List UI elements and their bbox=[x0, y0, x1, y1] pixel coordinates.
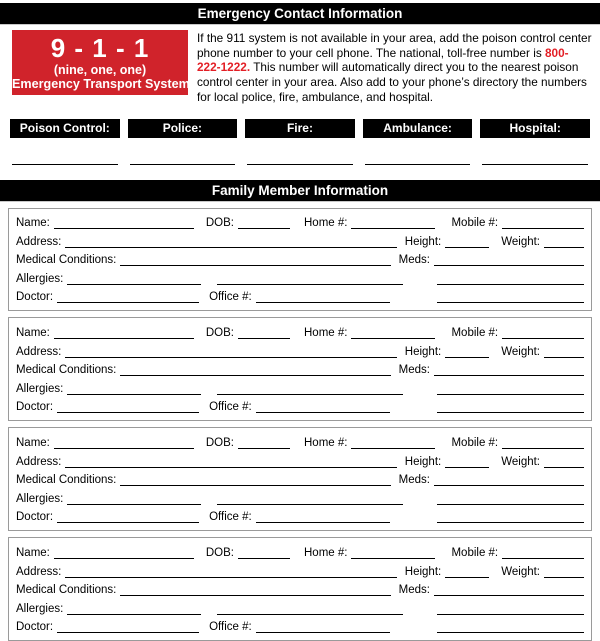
poison-control-blank-line bbox=[12, 164, 118, 165]
police-label: Police: bbox=[128, 119, 238, 138]
address-label: Address: bbox=[16, 235, 62, 248]
office-phone-label: Office #: bbox=[209, 511, 252, 524]
address-label: Address: bbox=[16, 565, 62, 578]
medical-conditions-blank-line bbox=[120, 375, 390, 376]
name-label: Name: bbox=[16, 217, 50, 230]
poison-control-instructions bbox=[197, 30, 592, 105]
doctor-row bbox=[16, 398, 584, 417]
allergies-continued-blank-line bbox=[217, 394, 403, 395]
doctor-row bbox=[16, 288, 584, 307]
meds-label: Meds: bbox=[398, 254, 430, 267]
allergies-row bbox=[16, 599, 584, 618]
intro-section bbox=[12, 30, 592, 105]
emergency-contacts-blank-lines bbox=[12, 164, 588, 165]
meds-label: Meds: bbox=[398, 364, 430, 377]
mobile-phone-blank-line bbox=[502, 558, 584, 559]
meds-continued-blank-line-2 bbox=[437, 412, 584, 413]
poison-control-label: Poison Control: bbox=[10, 119, 120, 138]
page-title: Emergency Contact Information bbox=[0, 3, 600, 25]
name-row bbox=[16, 323, 584, 342]
emergency-contacts-row bbox=[10, 119, 590, 138]
allergies-row bbox=[16, 269, 584, 288]
name-row bbox=[16, 214, 584, 233]
medical-conditions-blank-line bbox=[120, 595, 390, 596]
mobile-phone-label: Mobile #: bbox=[451, 217, 499, 230]
home-phone-blank-line bbox=[351, 228, 435, 229]
family-member-block bbox=[8, 317, 592, 421]
allergies-row bbox=[16, 489, 584, 508]
doctor-label: Doctor: bbox=[16, 511, 54, 524]
instructions-text-after: This number will automatically direct you to the nearest poison control center in your area. Also add to your phone’s directory the numbers for local police, fire, ambulance, and hospital. bbox=[197, 60, 587, 104]
doctor-blank-line bbox=[57, 302, 199, 303]
doctor-row bbox=[16, 618, 584, 637]
family-member-block bbox=[8, 537, 592, 641]
allergies-blank-line bbox=[67, 504, 201, 505]
allergies-continued-blank-line bbox=[217, 614, 403, 615]
fire-blank-line bbox=[247, 164, 353, 165]
police-blank-line bbox=[130, 164, 236, 165]
allergies-blank-line bbox=[67, 284, 201, 285]
address-row bbox=[16, 452, 584, 471]
dob-label: DOB: bbox=[205, 547, 234, 560]
medical-conditions-label: Medical Conditions: bbox=[16, 584, 117, 597]
family-member-blocks bbox=[0, 208, 600, 641]
allergies-label: Allergies: bbox=[16, 492, 64, 505]
meds-label: Meds: bbox=[398, 584, 430, 597]
height-blank-line bbox=[445, 467, 489, 468]
name-blank-line bbox=[54, 228, 194, 229]
allergies-label: Allergies: bbox=[16, 602, 64, 615]
dob-blank-line bbox=[238, 558, 290, 559]
office-phone-blank-line bbox=[256, 302, 390, 303]
medical-conditions-blank-line bbox=[120, 265, 390, 266]
meds-blank-line bbox=[434, 595, 584, 596]
allergies-row bbox=[16, 379, 584, 398]
office-phone-label: Office #: bbox=[209, 401, 252, 414]
weight-label: Weight: bbox=[501, 235, 540, 248]
allergies-label: Allergies: bbox=[16, 382, 64, 395]
meds-blank-line bbox=[434, 375, 584, 376]
name-row bbox=[16, 433, 584, 452]
doctor-blank-line bbox=[57, 412, 199, 413]
dob-blank-line bbox=[238, 228, 290, 229]
height-blank-line bbox=[445, 357, 489, 358]
mobile-phone-blank-line bbox=[502, 448, 584, 449]
dob-blank-line bbox=[238, 448, 290, 449]
name-blank-line bbox=[54, 558, 194, 559]
dob-label: DOB: bbox=[205, 217, 234, 230]
height-blank-line bbox=[445, 577, 489, 578]
meds-continued-blank-line bbox=[437, 614, 584, 615]
fire-label: Fire: bbox=[245, 119, 355, 138]
instructions-text-before: If the 911 system is not available in your area, add the poison control center phone number to your cell phone. The national, toll-free number is bbox=[197, 31, 592, 60]
medical-conditions-blank-line bbox=[120, 485, 390, 486]
medical-conditions-row bbox=[16, 471, 584, 490]
home-phone-label: Home #: bbox=[304, 547, 348, 560]
doctor-label: Doctor: bbox=[16, 401, 54, 414]
911-system-name: Emergency Transport System bbox=[12, 77, 190, 91]
weight-label: Weight: bbox=[501, 455, 540, 468]
name-label: Name: bbox=[16, 547, 50, 560]
ambulance-blank-line bbox=[365, 164, 471, 165]
home-phone-blank-line bbox=[351, 338, 435, 339]
weight-label: Weight: bbox=[501, 565, 540, 578]
medical-conditions-label: Medical Conditions: bbox=[16, 364, 117, 377]
address-label: Address: bbox=[16, 345, 62, 358]
medical-conditions-row bbox=[16, 361, 584, 380]
height-blank-line bbox=[445, 247, 489, 248]
allergies-continued-blank-line bbox=[217, 504, 403, 505]
911-pronunciation: (nine, one, one) bbox=[53, 63, 147, 77]
allergies-label: Allergies: bbox=[16, 272, 64, 285]
hospital-blank-line bbox=[482, 164, 588, 165]
address-label: Address: bbox=[16, 455, 62, 468]
address-row bbox=[16, 232, 584, 251]
poison-control-phone-number: 800-222-1222. bbox=[197, 45, 569, 75]
mobile-phone-blank-line bbox=[502, 228, 584, 229]
name-row bbox=[16, 543, 584, 562]
911-number: 9 - 1 - 1 bbox=[50, 33, 150, 63]
address-row bbox=[16, 562, 584, 581]
911-callout-box bbox=[12, 30, 188, 95]
height-label: Height: bbox=[404, 455, 442, 468]
allergies-blank-line bbox=[67, 614, 201, 615]
family-member-block bbox=[8, 208, 592, 312]
height-label: Height: bbox=[404, 235, 442, 248]
height-label: Height: bbox=[404, 565, 442, 578]
family-section-title: Family Member Information bbox=[0, 180, 600, 202]
weight-label: Weight: bbox=[501, 345, 540, 358]
allergies-continued-blank-line bbox=[217, 284, 403, 285]
weight-blank-line bbox=[544, 357, 584, 358]
address-row bbox=[16, 342, 584, 361]
hospital-label: Hospital: bbox=[480, 119, 590, 138]
meds-blank-line bbox=[434, 485, 584, 486]
office-phone-label: Office #: bbox=[209, 621, 252, 634]
weight-blank-line bbox=[544, 467, 584, 468]
dob-blank-line bbox=[238, 338, 290, 339]
dob-label: DOB: bbox=[205, 327, 234, 340]
home-phone-label: Home #: bbox=[304, 327, 348, 340]
name-label: Name: bbox=[16, 327, 50, 340]
meds-continued-blank-line bbox=[437, 284, 584, 285]
office-phone-blank-line bbox=[256, 632, 390, 633]
address-blank-line bbox=[65, 357, 396, 358]
mobile-phone-label: Mobile #: bbox=[451, 547, 499, 560]
weight-blank-line bbox=[544, 247, 584, 248]
doctor-blank-line bbox=[57, 522, 199, 523]
doctor-label: Doctor: bbox=[16, 291, 54, 304]
doctor-blank-line bbox=[57, 632, 199, 633]
mobile-phone-label: Mobile #: bbox=[451, 327, 499, 340]
office-phone-blank-line bbox=[256, 412, 390, 413]
meds-continued-blank-line bbox=[437, 504, 584, 505]
medical-conditions-label: Medical Conditions: bbox=[16, 474, 117, 487]
meds-label: Meds: bbox=[398, 474, 430, 487]
meds-continued-blank-line bbox=[437, 394, 584, 395]
emergency-contact-form bbox=[0, 3, 600, 634]
home-phone-label: Home #: bbox=[304, 437, 348, 450]
address-blank-line bbox=[65, 577, 396, 578]
medical-conditions-label: Medical Conditions: bbox=[16, 254, 117, 267]
name-label: Name: bbox=[16, 437, 50, 450]
medical-conditions-row bbox=[16, 251, 584, 270]
home-phone-blank-line bbox=[351, 448, 435, 449]
meds-continued-blank-line-2 bbox=[437, 302, 584, 303]
weight-blank-line bbox=[544, 577, 584, 578]
meds-blank-line bbox=[434, 265, 584, 266]
mobile-phone-label: Mobile #: bbox=[451, 437, 499, 450]
mobile-phone-blank-line bbox=[502, 338, 584, 339]
name-blank-line bbox=[54, 448, 194, 449]
meds-continued-blank-line-2 bbox=[437, 522, 584, 523]
name-blank-line bbox=[54, 338, 194, 339]
address-blank-line bbox=[65, 467, 396, 468]
address-blank-line bbox=[65, 247, 396, 248]
home-phone-label: Home #: bbox=[304, 217, 348, 230]
allergies-blank-line bbox=[67, 394, 201, 395]
meds-continued-blank-line-2 bbox=[437, 632, 584, 633]
dob-label: DOB: bbox=[205, 437, 234, 450]
ambulance-label: Ambulance: bbox=[363, 119, 473, 138]
office-phone-label: Office #: bbox=[209, 291, 252, 304]
doctor-label: Doctor: bbox=[16, 621, 54, 634]
doctor-row bbox=[16, 508, 584, 527]
office-phone-blank-line bbox=[256, 522, 390, 523]
height-label: Height: bbox=[404, 345, 442, 358]
home-phone-blank-line bbox=[351, 558, 435, 559]
medical-conditions-row bbox=[16, 581, 584, 600]
family-member-block bbox=[8, 427, 592, 531]
